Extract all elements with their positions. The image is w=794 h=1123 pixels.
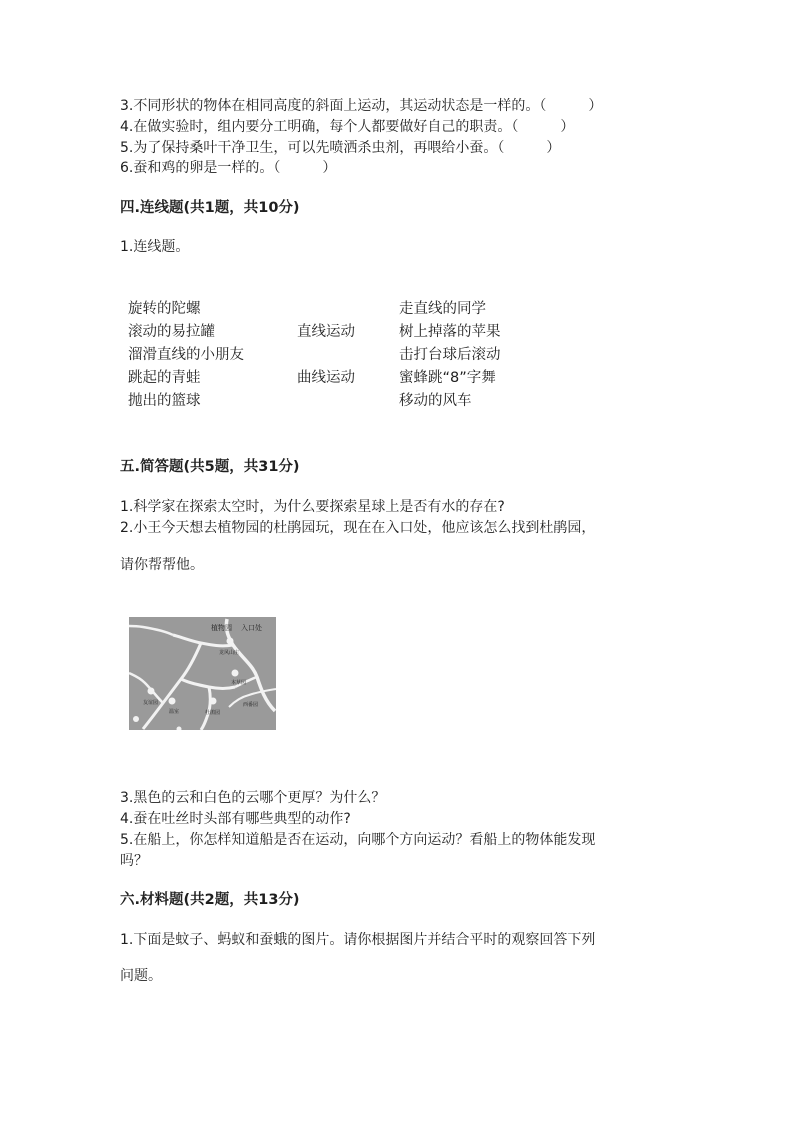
match-right-5: 移动的风车 (399, 393, 472, 409)
judge-item-5: 5.为了保持桑叶干净卫生，可以先喷洒杀虫剂，再喂给小蚕。（ ） (120, 140, 561, 156)
map-label-entrance: 入口处 (241, 624, 262, 632)
match-left-2: 滚动的易拉罐 (128, 324, 215, 340)
match-right-1: 走直线的同学 (399, 301, 486, 317)
map-label-c: 西番园 (243, 702, 259, 708)
match-left-4: 跳起的青蛙 (128, 370, 201, 386)
section-6-question-1: 1.下面是蚊子、蚂蚁和蚕蛾的图片。请你根据图片并结合平时的观察回答下列 (120, 932, 596, 948)
match-left-5: 抛出的篮球 (128, 393, 201, 409)
map-label-d: 友谊园 (143, 700, 159, 706)
match-right-2: 树上掉落的苹果 (399, 324, 501, 340)
location-marker-icon (148, 688, 155, 695)
match-left-1: 旋转的陀螺 (128, 301, 201, 317)
section-4-question-1: 1.连线题。 (120, 239, 190, 255)
map-label-garden: 植物园 (211, 624, 232, 632)
match-middle-curve: 曲线运动 (297, 370, 355, 386)
section-5-question-2-cont: 请你帮帮他。 (120, 557, 204, 573)
location-marker-icon (169, 698, 176, 705)
location-marker-icon (227, 638, 234, 645)
section-6-heading: 六.材料题(共2题，共13分) (120, 892, 300, 908)
match-left-3: 溜滑直线的小朋友 (128, 347, 244, 363)
match-right-4: 蜜蜂跳“8”字舞 (399, 370, 496, 386)
map-label-b: 本草园 (231, 680, 247, 686)
location-marker-icon (210, 698, 217, 705)
section-4-heading: 四.连线题(共1题，共10分) (120, 200, 300, 216)
match-right-3: 击打台球后滚动 (399, 347, 501, 363)
map-label-e: 温室 (169, 709, 180, 715)
map-label-f: 杜鹃园 (205, 710, 221, 716)
section-5-question-2: 2.小王今天想去植物园的杜鹃园玩，现在在入口处，他应该怎么找到杜鹃园， (120, 520, 596, 536)
section-5-question-3: 3.黑色的云和白色的云哪个更厚？为什么？ (120, 790, 386, 806)
location-marker-icon (133, 716, 139, 722)
match-middle-straight: 直线运动 (297, 324, 355, 340)
section-6-question-1-cont: 问题。 (120, 968, 162, 984)
judge-item-4: 4.在做实验时，组内要分工明确，每个人都要做好自己的职责。（ ） (120, 119, 575, 135)
botanical-garden-map (129, 617, 276, 730)
section-5-heading: 五.简答题(共5题，共31分) (120, 459, 300, 475)
section-5-question-5-cont: 吗？ (120, 853, 148, 869)
judge-item-3: 3.不同形状的物体在相同高度的斜面上运动，其运动状态是一样的。（ ） (120, 98, 603, 114)
map-label-a: 龙风山庄 (219, 650, 240, 656)
location-marker-icon (232, 670, 239, 677)
section-5-question-1: 1.科学家在探索太空时，为什么要探索星球上是否有水的存在? (120, 499, 505, 515)
section-5-question-5: 5.在船上，你怎样知道船是否在运动，向哪个方向运动？看船上的物体能发现 (120, 832, 596, 848)
section-5-question-4: 4.蚕在吐丝时头部有哪些典型的动作? (120, 811, 351, 827)
judge-item-6: 6.蚕和鸡的卵是一样的。（ ） (120, 160, 337, 176)
